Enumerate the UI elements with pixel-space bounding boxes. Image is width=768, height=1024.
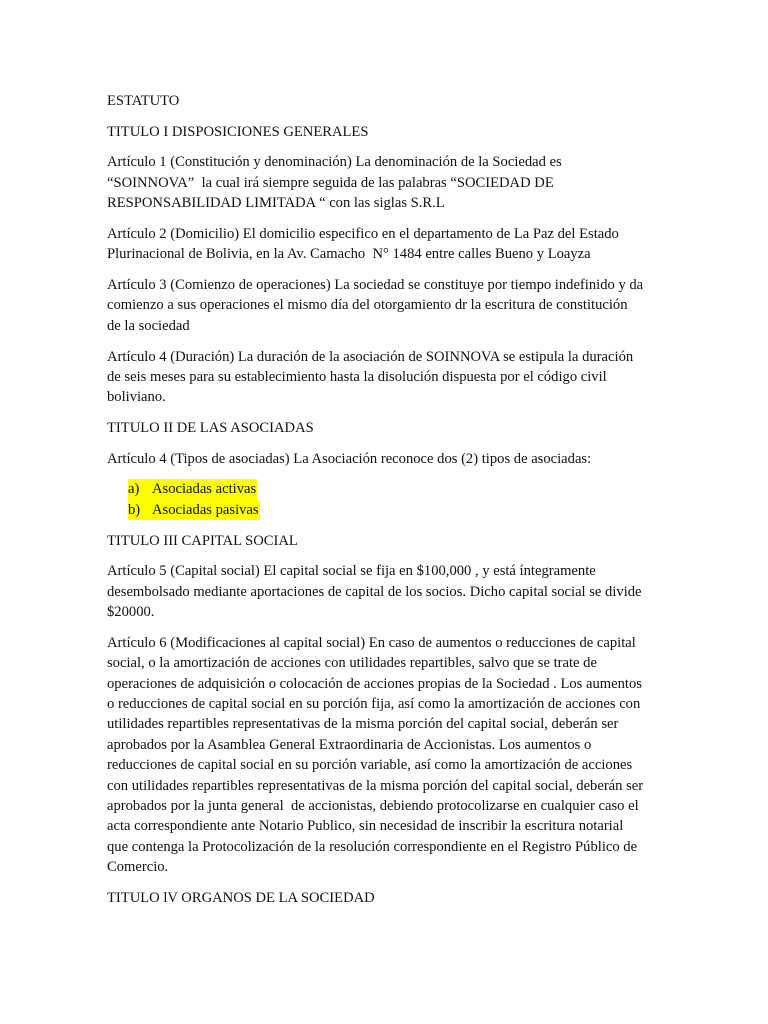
list-letter: b) (128, 501, 141, 518)
section-heading-titulo-1: TITULO I DISPOSICIONES GENERALES (107, 123, 369, 140)
text-line: comienzo a sus operaciones el mismo día del otorgamiento dr la escritura de constitución (107, 297, 628, 314)
text-line: RESPONSABILIDAD LIMITADA “ con las siglas S.R.L (107, 195, 445, 212)
text-line: boliviano. (107, 389, 166, 406)
articulo-4-tipos-paragraph: Artículo 4 (Tipos de asociadas) La Asociación reconoce dos (2) tipos de asociadas: (107, 450, 592, 467)
highlighted-text (128, 500, 260, 520)
text-line: Artículo 1 (Constitución y denominación) La denominación de la Sociedad es (107, 154, 562, 171)
articulo-1-paragraph (107, 152, 667, 213)
text-line: de la sociedad (107, 317, 190, 334)
text-line: o reducciones de capital social en su porción fija, así como la amortización de acciones con (107, 695, 641, 712)
text-line: Artículo 4 (Duración) La duración de la asociación de SOINNOVA se estipula la duración (107, 348, 634, 365)
text-line: Comercio. (107, 859, 169, 876)
text-line: Artículo 3 (Comienzo de operaciones) La sociedad se constituye por tiempo indefinido y da (107, 277, 644, 294)
document-title: ESTATUTO (107, 93, 180, 109)
tipos-asociadas-list (107, 479, 667, 520)
text-line: Artículo 6 (Modificaciones al capital social) En caso de aumentos o reducciones de capital (107, 634, 636, 651)
text-line: reducciones de capital social en su porción variable, así como la amortización de acciones (107, 757, 633, 774)
text-line: acta correspondiente ante Notario Publico, sin necesidad de inscribir la escritura notarial (107, 818, 624, 835)
section-heading-titulo-2: TITULO II DE LAS ASOCIADAS (107, 420, 314, 437)
list-item (107, 479, 667, 499)
section-heading-titulo-3: TITULO III CAPITAL SOCIAL (107, 532, 298, 549)
list-item (107, 500, 667, 520)
text-line: Plurinacional de Bolivia, en la Av. Camacho N° 1484 entre calles Bueno y Loayza (107, 246, 591, 263)
text-line: operaciones de adquisición o colocación de acciones propias de la Sociedad . Los aumentos (107, 675, 642, 692)
text-line: de seis meses para su establecimiento hasta la disolución dispuesta por el código civil (107, 368, 607, 385)
text-line: desembolsado mediante aportaciones de capital de los socios. Dicho capital social se divide (107, 583, 642, 600)
articulo-6-paragraph (107, 633, 667, 878)
list-item-text: Asociadas activas (152, 481, 257, 498)
text-line: Artículo 5 (Capital social) El capital social se fija en $100,000 , y está íntegramente (107, 563, 596, 580)
text-line: Artículo 2 (Domicilio) El domicilio especifico en el departamento de La Paz del Estado (107, 225, 619, 242)
list-letter: a) (128, 481, 140, 498)
articulo-2-paragraph (107, 224, 667, 265)
articulo-3-paragraph (107, 275, 667, 336)
text-line: con utilidades repartibles representativas de la misma porción del capital social, deberán ser (107, 777, 644, 794)
articulo-4-duracion-paragraph (107, 347, 667, 408)
text-line: que contenga la Protocolización de la resolución correspondiente en el Registro Público de (107, 838, 638, 855)
list-item-text: Asociadas pasivas (152, 501, 259, 518)
text-line: utilidades repartibles representativas de la misma porción del capital social, deberán ser (107, 716, 619, 733)
document-body (107, 91, 667, 919)
highlighted-text (128, 479, 257, 499)
section-heading-titulo-4: TITULO lV ORGANOS DE LA SOCIEDAD (107, 889, 375, 906)
text-line: aprobados por la junta general de accionistas, debiendo protocolizarse en cualquier caso el (107, 798, 639, 815)
text-line: $20000. (107, 604, 155, 621)
articulo-5-paragraph (107, 561, 667, 622)
text-line: social, o la amortización de acciones con utilidades repartibles, salvo que se trate de (107, 655, 597, 672)
text-line: aprobados por la Asamblea General Extraordinaria de Accionistas. Los aumentos o (107, 736, 592, 753)
text-line: “SOINNOVA” la cual irá siempre seguida de las palabras “SOCIEDAD DE (107, 174, 554, 191)
